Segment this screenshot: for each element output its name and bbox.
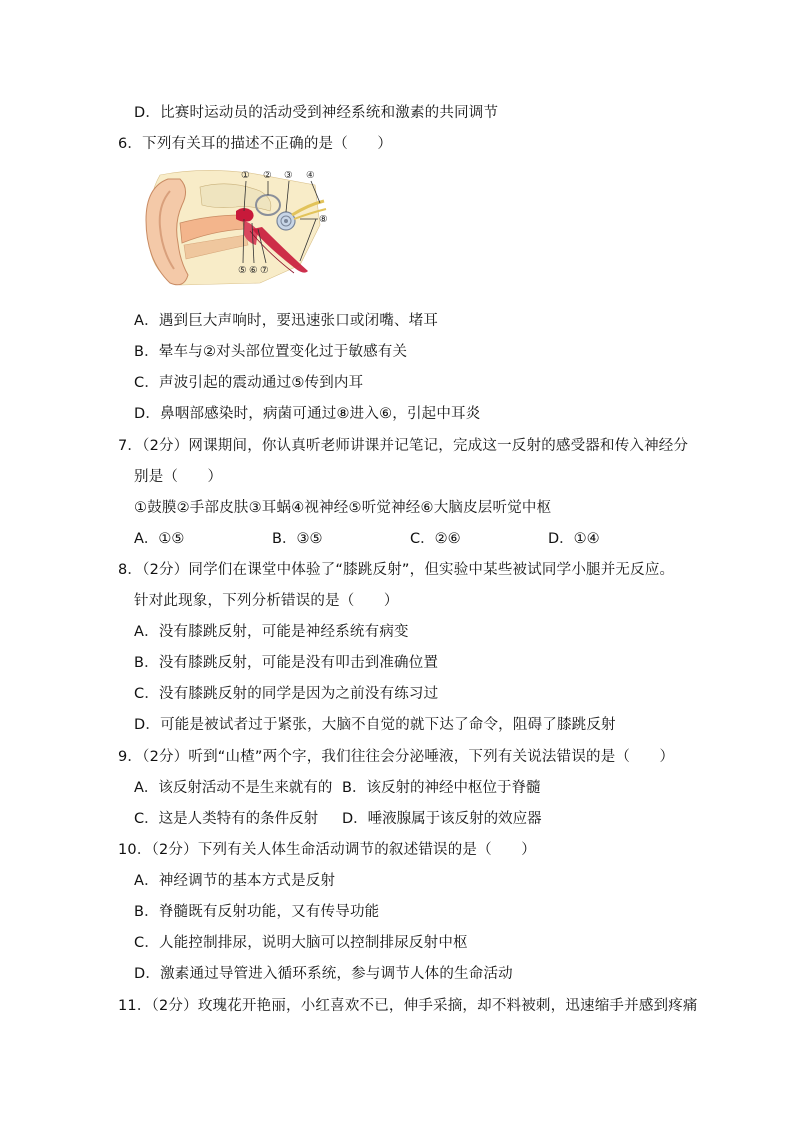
- label-4: ④: [306, 170, 315, 181]
- q9-stem: 9．（2分）听到“山楂”两个字，我们往往会分泌唾液，下列有关说法错误的是（ ）: [118, 749, 675, 765]
- q6-option-c: C．声波引起的震动通过⑤传到内耳: [134, 375, 364, 391]
- q6-option-d: D．鼻咽部感染时，病菌可通过⑧进入⑥，引起中耳炎: [134, 406, 481, 422]
- q10-option-a: A．神经调节的基本方式是反射: [134, 873, 336, 889]
- q9-option-c: C．这是人类特有的条件反射: [134, 811, 319, 827]
- q10-option-b: B．脊髓既有反射功能，又有传导功能: [134, 904, 380, 920]
- q5-option-d: D．比赛时运动员的活动受到神经系统和激素的共同调节: [134, 105, 499, 121]
- label-5: ⑤: [238, 265, 247, 276]
- q7-option-c: C．②⑥: [410, 531, 461, 547]
- q9-option-d: D．唾液腺属于该反射的效应器: [342, 811, 542, 827]
- q8-stem-line1: 8．（2分）同学们在课堂中体验了“膝跳反射”，但实验中某些被试同学小腿并无反应。: [118, 562, 675, 578]
- q6-option-b: B．晕车与②对头部位置变化过于敏感有关: [134, 344, 408, 360]
- label-6: ⑥: [249, 265, 258, 276]
- q7-stem-line2: 别是（ ）: [134, 469, 223, 485]
- ear-diagram: [140, 165, 340, 290]
- label-2: ②: [263, 170, 272, 181]
- q10-option-c: C．人能控制排尿，说明大脑可以控制排尿反射中枢: [134, 935, 468, 951]
- q7-option-d: D．①④: [548, 531, 600, 547]
- q8-stem-line2: 针对此现象，下列分析错误的是（ ）: [134, 593, 399, 609]
- q10-stem: 10．（2分）下列有关人体生命活动调节的叙述错误的是（ ）: [118, 842, 536, 858]
- q7-option-b: B．③⑤: [272, 531, 323, 547]
- cochlea-core: [284, 219, 288, 223]
- q7-stem-line1: 7．（2分）网课期间，你认真听老师讲课并记笔记，完成这一反射的感受器和传入神经分: [118, 438, 689, 454]
- q8-option-d: D．可能是被试者过于紧张，大脑不自觉的就下达了命令，阻碍了膝跳反射: [134, 717, 616, 733]
- label-3: ③: [284, 170, 293, 181]
- label-8: ⑧: [319, 214, 328, 225]
- label-1: ①: [241, 170, 250, 181]
- q9-option-b: B．该反射的神经中枢位于脊髓: [342, 780, 541, 796]
- q7-items: ①鼓膜②手部皮肤③耳蜗④视神经⑤听觉神经⑥大脑皮层听觉中枢: [134, 500, 552, 516]
- q8-option-a: A．没有膝跳反射，可能是神经系统有病变: [134, 624, 409, 640]
- q6-stem: 6．下列有关耳的描述不正确的是（ ）: [118, 136, 393, 152]
- q7-option-a: A．①⑤: [134, 531, 185, 547]
- q8-option-b: B．没有膝跳反射，可能是没有叩击到准确位置: [134, 655, 439, 671]
- q9-option-a: A．该反射活动不是生来就有的: [134, 780, 333, 796]
- q11-stem-line1: 11．（2分）玫瑰花开艳丽，小红喜欢不已，伸手采摘，却不料被刺，迅速缩手并感到疼痛: [118, 998, 698, 1014]
- q6-option-a: A．遇到巨大声响时，要迅速张口或闭嘴、堵耳: [134, 313, 439, 329]
- label-7: ⑦: [260, 265, 269, 276]
- q8-option-c: C．没有膝跳反射的同学是因为之前没有练习过: [134, 686, 439, 702]
- ear-diagram-svg: [140, 165, 340, 290]
- q10-option-d: D．激素通过导管进入循环系统，参与调节人体的生命活动: [134, 966, 513, 982]
